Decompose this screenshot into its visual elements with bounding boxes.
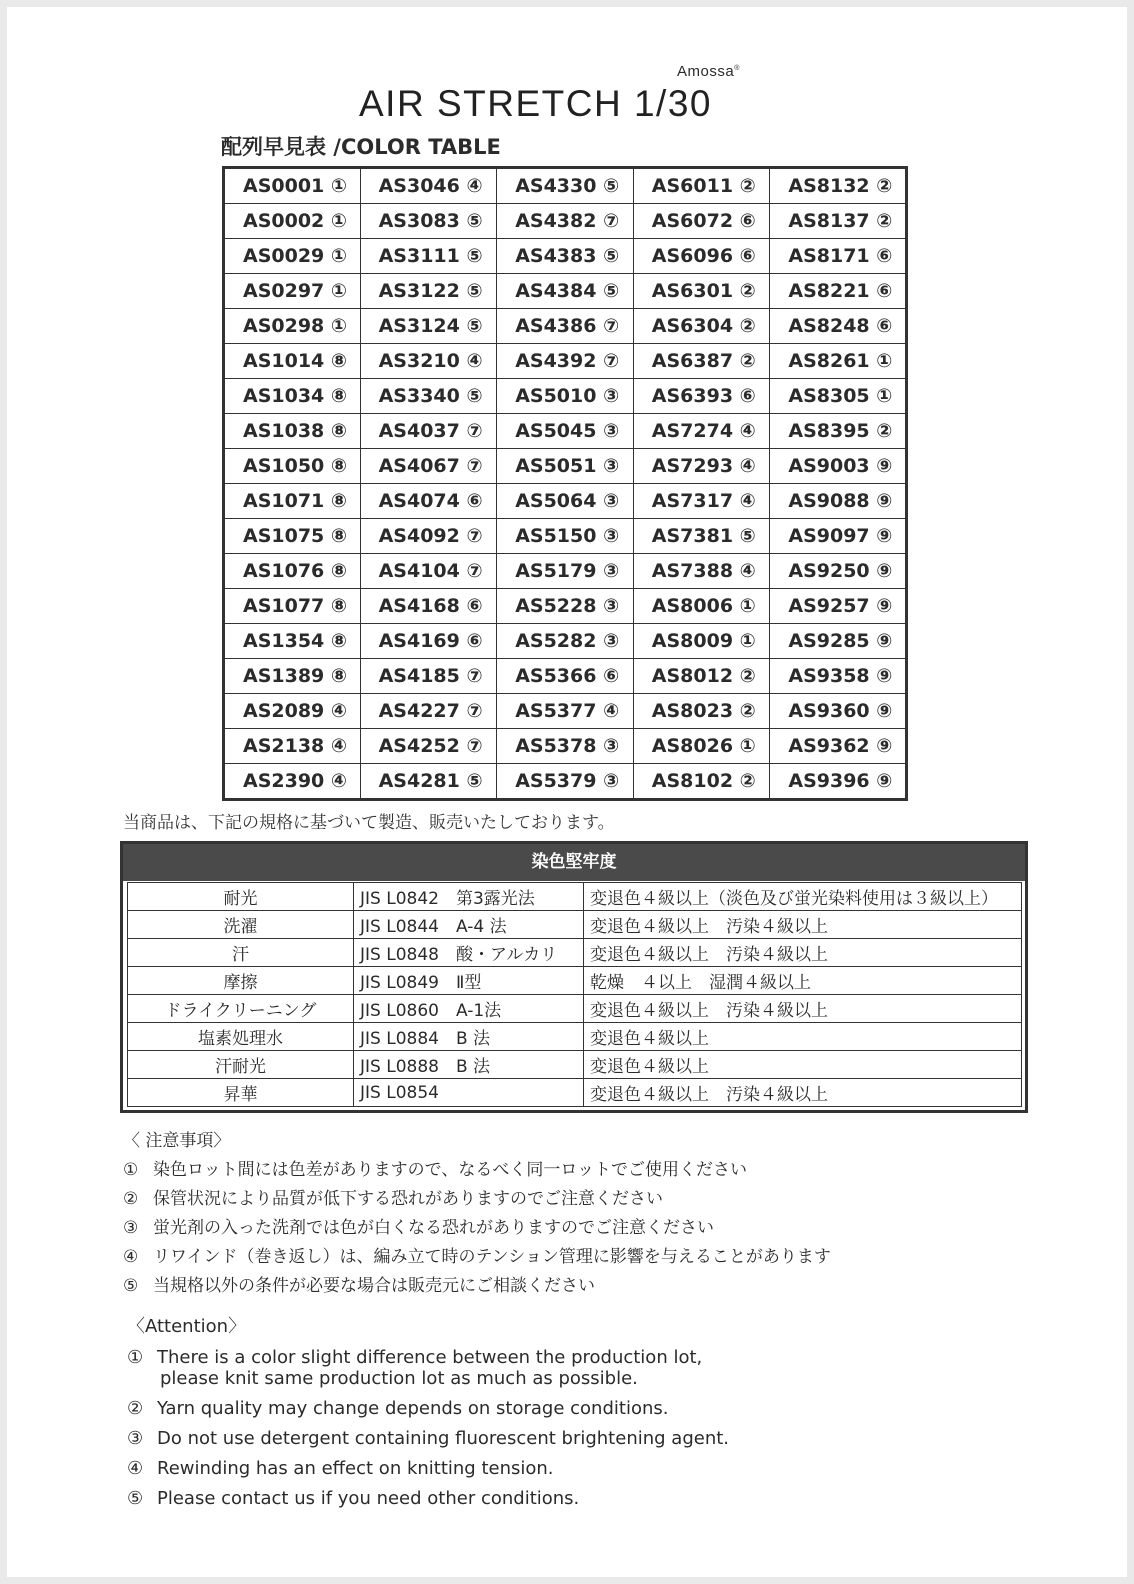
color-code-cell: AS4104 ⑦ [360, 554, 497, 589]
color-code-cell: AS8102 ② [633, 764, 770, 800]
fastness-method: JIS L0848 酸・アルカリ [354, 939, 584, 967]
note-text: Rewinding has an effect on knitting tension. [157, 1458, 554, 1479]
color-code-cell: AS7274 ④ [633, 414, 770, 449]
note-text: There is a color slight difference between the production lot, [157, 1347, 703, 1368]
fastness-item: 耐光 [128, 883, 354, 911]
note-number: ④ [127, 1458, 144, 1479]
color-code-cell: AS8221 ⑥ [770, 274, 907, 309]
color-code-cell: AS3124 ⑤ [360, 309, 497, 344]
color-code-cell: AS5150 ③ [497, 519, 634, 554]
color-code-cell: AS4392 ⑦ [497, 344, 634, 379]
fastness-method: JIS L0884 B 法 [354, 1023, 584, 1051]
color-table-row [224, 764, 907, 800]
fastness-table [120, 841, 1028, 1113]
note-ja-item [123, 1242, 831, 1267]
note-ja-item [123, 1155, 831, 1180]
color-code-cell: AS8026 ① [633, 729, 770, 764]
note-number: ⑤ [123, 1276, 139, 1296]
color-code-cell: AS3122 ⑤ [360, 274, 497, 309]
color-code-cell: AS1071 ⑧ [224, 484, 361, 519]
notes-japanese [123, 1126, 831, 1296]
color-code-cell: AS4281 ⑤ [360, 764, 497, 800]
color-code-cell: AS7293 ④ [633, 449, 770, 484]
color-code-cell: AS4227 ⑦ [360, 694, 497, 729]
note-en-item [127, 1347, 729, 1389]
color-code-cell: AS8171 ⑥ [770, 239, 907, 274]
color-code-cell: AS5064 ③ [497, 484, 634, 519]
color-code-cell: AS9257 ⑨ [770, 589, 907, 624]
color-code-cell: AS5045 ③ [497, 414, 634, 449]
fastness-method: JIS L0849 Ⅱ型 [354, 967, 584, 995]
color-table-row [224, 168, 907, 204]
note-number: ① [127, 1347, 144, 1368]
color-code-cell: AS4383 ⑤ [497, 239, 634, 274]
note-ja-item [123, 1213, 831, 1238]
color-code-cell: AS8132 ② [770, 168, 907, 204]
fastness-method: JIS L0888 B 法 [354, 1051, 584, 1079]
notes-ja-title: 〈 注意事項〉 [123, 1131, 231, 1151]
fastness-grade: 乾燥 ４以上 湿潤４級以上 [584, 967, 1022, 995]
color-code-cell: AS1076 ⑧ [224, 554, 361, 589]
color-code-cell: AS9088 ⑨ [770, 484, 907, 519]
color-code-cell: AS0002 ① [224, 204, 361, 239]
note-text: 蛍光剤の入った洗剤では色が白くなる恐れがありますのでご注意ください [153, 1218, 714, 1238]
color-code-cell: AS6096 ⑥ [633, 239, 770, 274]
notes-en-title: 〈Attention〉 [127, 1316, 247, 1337]
color-code-cell: AS5282 ③ [497, 624, 634, 659]
fastness-method: JIS L0844 A-4 法 [354, 911, 584, 939]
color-code-cell: AS7317 ④ [633, 484, 770, 519]
color-table-row [224, 239, 907, 274]
color-code-cell: AS3111 ⑤ [360, 239, 497, 274]
note-number: ⑤ [127, 1488, 144, 1509]
fastness-grade: 変退色４級以上 汚染４級以上 [584, 911, 1022, 939]
color-code-cell: AS4092 ⑦ [360, 519, 497, 554]
color-code-cell: AS0298 ① [224, 309, 361, 344]
color-code-cell: AS1354 ⑧ [224, 624, 361, 659]
note-text: リワインド（巻き返し）は、編み立て時のテンション管理に影響を与えることがあります [153, 1247, 831, 1267]
color-code-cell: AS1034 ⑧ [224, 379, 361, 414]
note-number: ④ [123, 1247, 139, 1267]
fastness-grade: 変退色４級以上 汚染４級以上 [584, 939, 1022, 967]
color-code-cell: AS9097 ⑨ [770, 519, 907, 554]
color-code-cell: AS6011 ② [633, 168, 770, 204]
color-code-cell: AS5051 ③ [497, 449, 634, 484]
color-code-cell: AS9003 ⑨ [770, 449, 907, 484]
color-code-cell: AS3210 ④ [360, 344, 497, 379]
color-code-cell: AS8305 ① [770, 379, 907, 414]
color-code-cell: AS9285 ⑨ [770, 624, 907, 659]
color-code-cell: AS2089 ④ [224, 694, 361, 729]
color-table-row [224, 659, 907, 694]
fastness-row [128, 1051, 1022, 1079]
fastness-row [128, 995, 1022, 1023]
fastness-grade: 変退色４級以上（淡色及び蛍光染料使用は３級以上） [584, 883, 1022, 911]
fastness-item: 洗濯 [128, 911, 354, 939]
fastness-method: JIS L0854 [354, 1079, 584, 1107]
note-ja-item [123, 1271, 831, 1296]
fastness-row [128, 967, 1022, 995]
color-code-cell: AS5366 ⑥ [497, 659, 634, 694]
note-en-item [127, 1488, 729, 1509]
color-table-row [224, 274, 907, 309]
note-text: Yarn quality may change depends on storage conditions. [157, 1398, 669, 1419]
color-code-cell: AS3046 ④ [360, 168, 497, 204]
color-code-cell: AS1014 ⑧ [224, 344, 361, 379]
color-code-cell: AS3083 ⑤ [360, 204, 497, 239]
color-table-row [224, 344, 907, 379]
color-code-cell: AS4252 ⑦ [360, 729, 497, 764]
fastness-grade: 変退色４級以上 [584, 1051, 1022, 1079]
color-code-cell: AS8248 ⑥ [770, 309, 907, 344]
fastness-grade: 変退色４級以上 [584, 1023, 1022, 1051]
color-code-cell: AS9358 ⑨ [770, 659, 907, 694]
color-code-cell: AS8395 ② [770, 414, 907, 449]
color-table-heading: 配列早見表 /COLOR TABLE [221, 135, 501, 159]
color-code-cell: AS4067 ⑦ [360, 449, 497, 484]
color-code-cell: AS1389 ⑧ [224, 659, 361, 694]
color-code-cell: AS4384 ⑤ [497, 274, 634, 309]
note-en-item [127, 1428, 729, 1449]
color-code-cell: AS4074 ⑥ [360, 484, 497, 519]
color-code-cell: AS8012 ② [633, 659, 770, 694]
note-text: 保管状況により品質が低下する恐れがありますのでご注意ください [153, 1189, 663, 1209]
fastness-grade: 変退色４級以上 汚染４級以上 [584, 995, 1022, 1023]
color-code-cell: AS9396 ⑨ [770, 764, 907, 800]
color-code-cell: AS4382 ⑦ [497, 204, 634, 239]
color-code-cell: AS5228 ③ [497, 589, 634, 624]
fastness-item: 摩擦 [128, 967, 354, 995]
color-code-cell: AS5010 ③ [497, 379, 634, 414]
color-code-cell: AS4169 ⑥ [360, 624, 497, 659]
fastness-row [128, 883, 1022, 911]
note-en-item [127, 1398, 729, 1419]
color-code-cell: AS5379 ③ [497, 764, 634, 800]
color-code-cell: AS6387 ② [633, 344, 770, 379]
color-table-row [224, 519, 907, 554]
color-table [222, 166, 908, 801]
color-code-cell: AS5179 ③ [497, 554, 634, 589]
fastness-item: 塩素処理水 [128, 1023, 354, 1051]
note-number: ② [123, 1189, 139, 1209]
note-number: ② [127, 1398, 144, 1419]
note-number: ③ [123, 1218, 139, 1238]
color-code-cell: AS6393 ⑥ [633, 379, 770, 414]
color-table-row [224, 589, 907, 624]
color-code-cell: AS3340 ⑤ [360, 379, 497, 414]
color-table-row [224, 624, 907, 659]
color-code-cell: AS5378 ③ [497, 729, 634, 764]
note-text: Do not use detergent containing fluorescent brightening agent. [157, 1428, 730, 1449]
color-code-cell: AS9362 ⑨ [770, 729, 907, 764]
color-table-row [224, 554, 907, 589]
color-code-cell: AS7388 ④ [633, 554, 770, 589]
color-code-cell: AS2138 ④ [224, 729, 361, 764]
color-table-row [224, 379, 907, 414]
color-table-row [224, 414, 907, 449]
fastness-item: 汗耐光 [128, 1051, 354, 1079]
color-code-cell: AS8261 ① [770, 344, 907, 379]
color-table-row [224, 309, 907, 344]
color-code-cell: AS6072 ⑥ [633, 204, 770, 239]
notes-english [127, 1312, 729, 1518]
fastness-item: ドライクリーニング [128, 995, 354, 1023]
color-code-cell: AS5377 ④ [497, 694, 634, 729]
color-table-row [224, 204, 907, 239]
color-code-cell: AS1038 ⑧ [224, 414, 361, 449]
fastness-row [128, 1023, 1022, 1051]
note-number: ① [123, 1160, 139, 1180]
fastness-row [128, 911, 1022, 939]
color-code-cell: AS2390 ④ [224, 764, 361, 800]
color-code-cell: AS7381 ⑤ [633, 519, 770, 554]
fastness-grade: 変退色４級以上 汚染４級以上 [584, 1079, 1022, 1107]
color-code-cell: AS0029 ① [224, 239, 361, 274]
note-ja-item [123, 1184, 831, 1209]
fastness-item: 汗 [128, 939, 354, 967]
color-code-cell: AS9250 ⑨ [770, 554, 907, 589]
color-code-cell: AS1050 ⑧ [224, 449, 361, 484]
fastness-row [128, 939, 1022, 967]
fastness-method: JIS L0842 第3露光法 [354, 883, 584, 911]
standards-intro: 当商品は、下記の規格に基づいて製造、販売いたしております。 [123, 813, 615, 833]
color-table-row [224, 729, 907, 764]
color-code-cell: AS0001 ① [224, 168, 361, 204]
color-code-cell: AS4037 ⑦ [360, 414, 497, 449]
color-code-cell: AS9360 ⑨ [770, 694, 907, 729]
product-title: AIR STRETCH 1/30 [359, 83, 712, 124]
color-code-cell: AS4330 ⑤ [497, 168, 634, 204]
note-text-continued: please knit same production lot as much as possible. [160, 1368, 638, 1389]
color-code-cell: AS1075 ⑧ [224, 519, 361, 554]
color-code-cell: AS4168 ⑥ [360, 589, 497, 624]
note-number: ③ [127, 1428, 144, 1449]
color-code-cell: AS4386 ⑦ [497, 309, 634, 344]
brand-logo: Amossa® [677, 63, 740, 80]
note-en-item [127, 1458, 729, 1479]
color-code-cell: AS4185 ⑦ [360, 659, 497, 694]
color-table-row [224, 449, 907, 484]
color-code-cell: AS0297 ① [224, 274, 361, 309]
color-code-cell: AS1077 ⑧ [224, 589, 361, 624]
color-code-cell: AS8137 ② [770, 204, 907, 239]
fastness-row [128, 1079, 1022, 1107]
color-code-cell: AS8023 ② [633, 694, 770, 729]
note-text: 染色ロット間には色差がありますので、なるべく同一ロットでご使用ください [153, 1160, 747, 1180]
fastness-item: 昇華 [128, 1079, 354, 1107]
color-table-row [224, 694, 907, 729]
note-text: Please contact us if you need other conditions. [157, 1488, 580, 1509]
color-code-cell: AS6301 ② [633, 274, 770, 309]
color-code-cell: AS8006 ① [633, 589, 770, 624]
fastness-method: JIS L0860 A-1法 [354, 995, 584, 1023]
color-table-row [224, 484, 907, 519]
fastness-title: 染色堅牢度 [123, 844, 1025, 881]
color-code-cell: AS6304 ② [633, 309, 770, 344]
color-code-cell: AS8009 ① [633, 624, 770, 659]
note-text: 当規格以外の条件が必要な場合は販売元にご相談ください [153, 1276, 595, 1296]
